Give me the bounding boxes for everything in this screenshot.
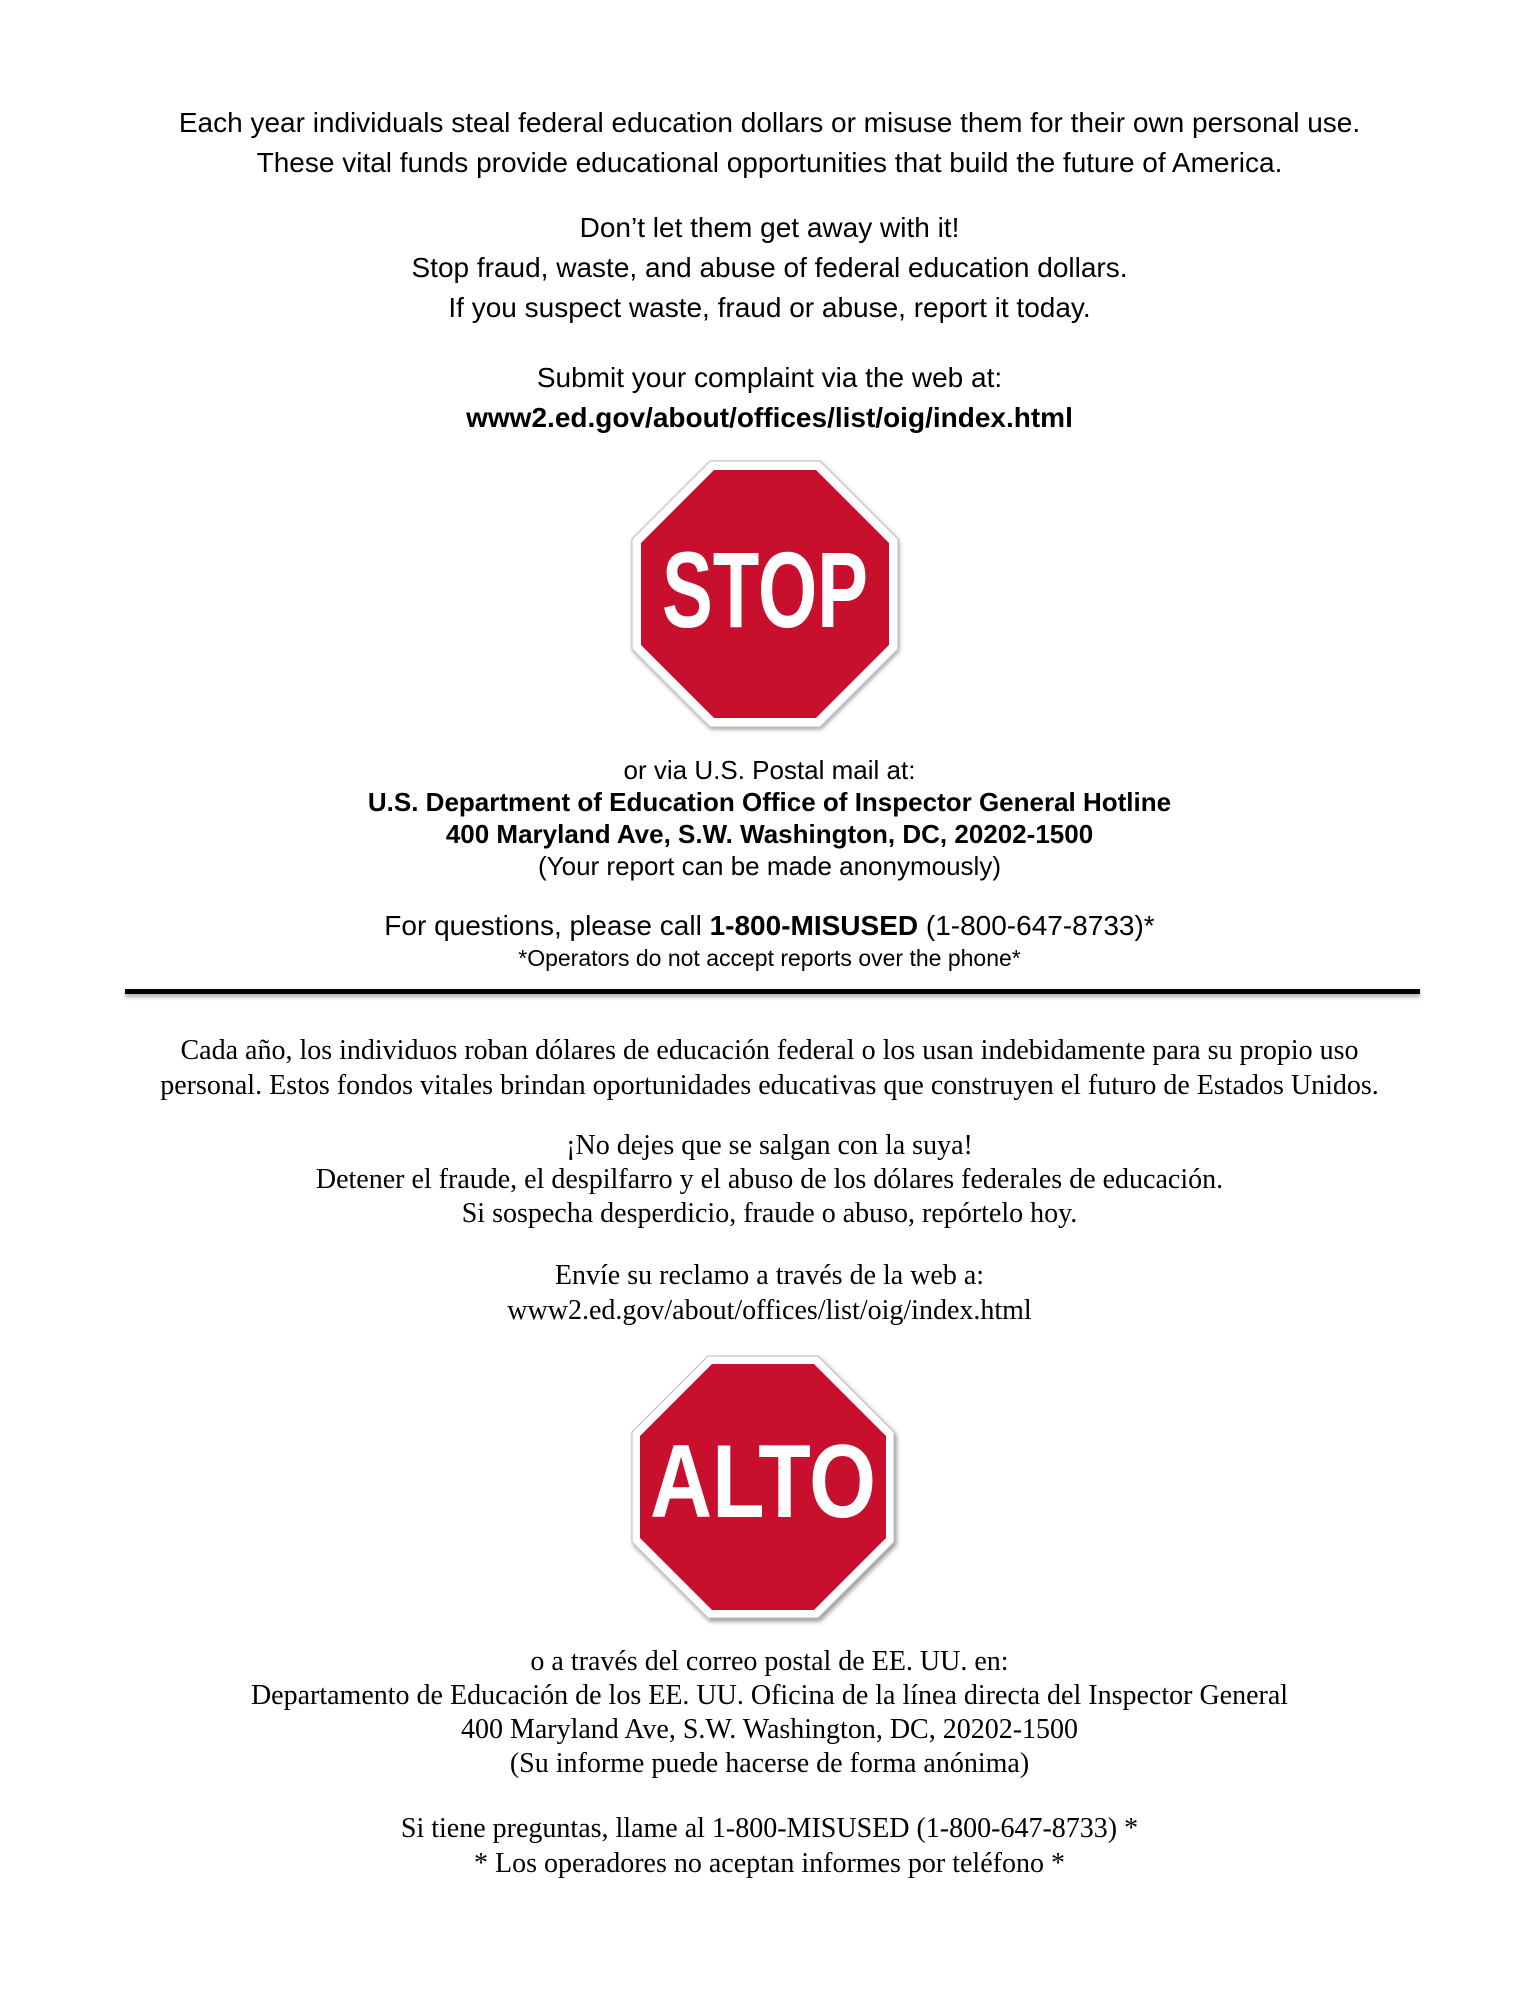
stop-sign-text: STOP <box>662 529 868 650</box>
english-questions-suffix: (1-800-647-8733)* <box>918 910 1155 941</box>
english-web-url: www2.ed.gov/about/offices/list/oig/index.html <box>466 402 1073 433</box>
spanish-call-to-action <box>0 1129 1539 1231</box>
spanish-questions-text: Si tiene preguntas, llame al 1-800-MISUSED (1-800-647-8733) * <box>400 1813 1139 1844</box>
spanish-cta-line: ¡No dejes que se salgan con la suya! <box>566 1130 973 1161</box>
spanish-mail-org: Departamento de Educación de los EE. UU. Oficina de la línea directa del Inspector General <box>250 1680 1289 1711</box>
english-web-section <box>0 358 1539 438</box>
alto-sign-text: ALTO <box>650 1424 876 1540</box>
english-operators-note <box>0 943 1539 973</box>
english-operators-text: *Operators do not accept reports over the phone* <box>518 945 1021 971</box>
stop-sign-icon <box>628 457 902 731</box>
alto-sign-icon <box>628 1352 898 1622</box>
spanish-web-label: Envíe su reclamo a través de la web a: <box>554 1260 985 1291</box>
spanish-operators-note: * Los operadores no aceptan informes por teléfono * <box>474 1848 1065 1879</box>
english-mail-label: or via U.S. Postal mail at: <box>623 755 916 785</box>
spanish-intro-line: personal. Estos fondos vitales brindan oportunidades educativas que construyen el futuro de Estados Unidos. <box>160 1070 1379 1101</box>
spanish-web-section <box>0 1258 1539 1328</box>
english-intro-line: Each year individuals steal federal education dollars or misuse them for their own personal use. <box>178 107 1361 138</box>
english-hotline-number: 1-800-MISUSED <box>709 910 919 941</box>
english-mail-org: U.S. Department of Education Office of Inspector General Hotline <box>367 787 1172 817</box>
english-web-label: Submit your complaint via the web at: <box>536 362 1003 393</box>
spanish-mail-note: (Su informe puede hacerse de forma anónima) <box>509 1748 1030 1779</box>
spanish-intro-line: Cada año, los individuos roban dólares de educación federal o los usan indebidamente para su propio uso <box>180 1035 1359 1066</box>
spanish-mail-label: o a través del correo postal de EE. UU. en: <box>530 1646 1009 1677</box>
english-mail-section <box>0 754 1539 882</box>
spanish-mail-address: 400 Maryland Ave, S.W. Washington, DC, 20202-1500 <box>460 1714 1079 1745</box>
spanish-mail-section <box>0 1645 1539 1781</box>
english-questions <box>0 908 1539 944</box>
english-mail-address: 400 Maryland Ave, S.W. Washington, DC, 20202-1500 <box>445 819 1094 849</box>
english-cta-line: If you suspect waste, fraud or abuse, report it today. <box>448 292 1091 323</box>
english-cta-line: Don’t let them get away with it! <box>579 212 960 243</box>
english-intro-line: These vital funds provide educational opportunities that build the future of America. <box>256 147 1283 178</box>
english-cta-line: Stop fraud, waste, and abuse of federal education dollars. <box>411 252 1128 283</box>
spanish-questions <box>0 1811 1539 1881</box>
spanish-intro <box>0 1033 1539 1103</box>
spanish-cta-line: Si sospecha desperdicio, fraude o abuso, repórtelo hoy. <box>461 1198 1078 1229</box>
english-call-to-action <box>0 208 1539 328</box>
english-mail-note: (Your report can be made anonymously) <box>538 851 1001 881</box>
spanish-web-url: www2.ed.gov/about/offices/list/oig/index.html <box>507 1295 1032 1326</box>
section-divider <box>125 989 1420 994</box>
spanish-cta-line: Detener el fraude, el despilfarro y el abuso de los dólares federales de educación. <box>315 1164 1224 1195</box>
english-intro <box>0 103 1539 183</box>
english-questions-prefix: For questions, please call <box>384 910 710 941</box>
